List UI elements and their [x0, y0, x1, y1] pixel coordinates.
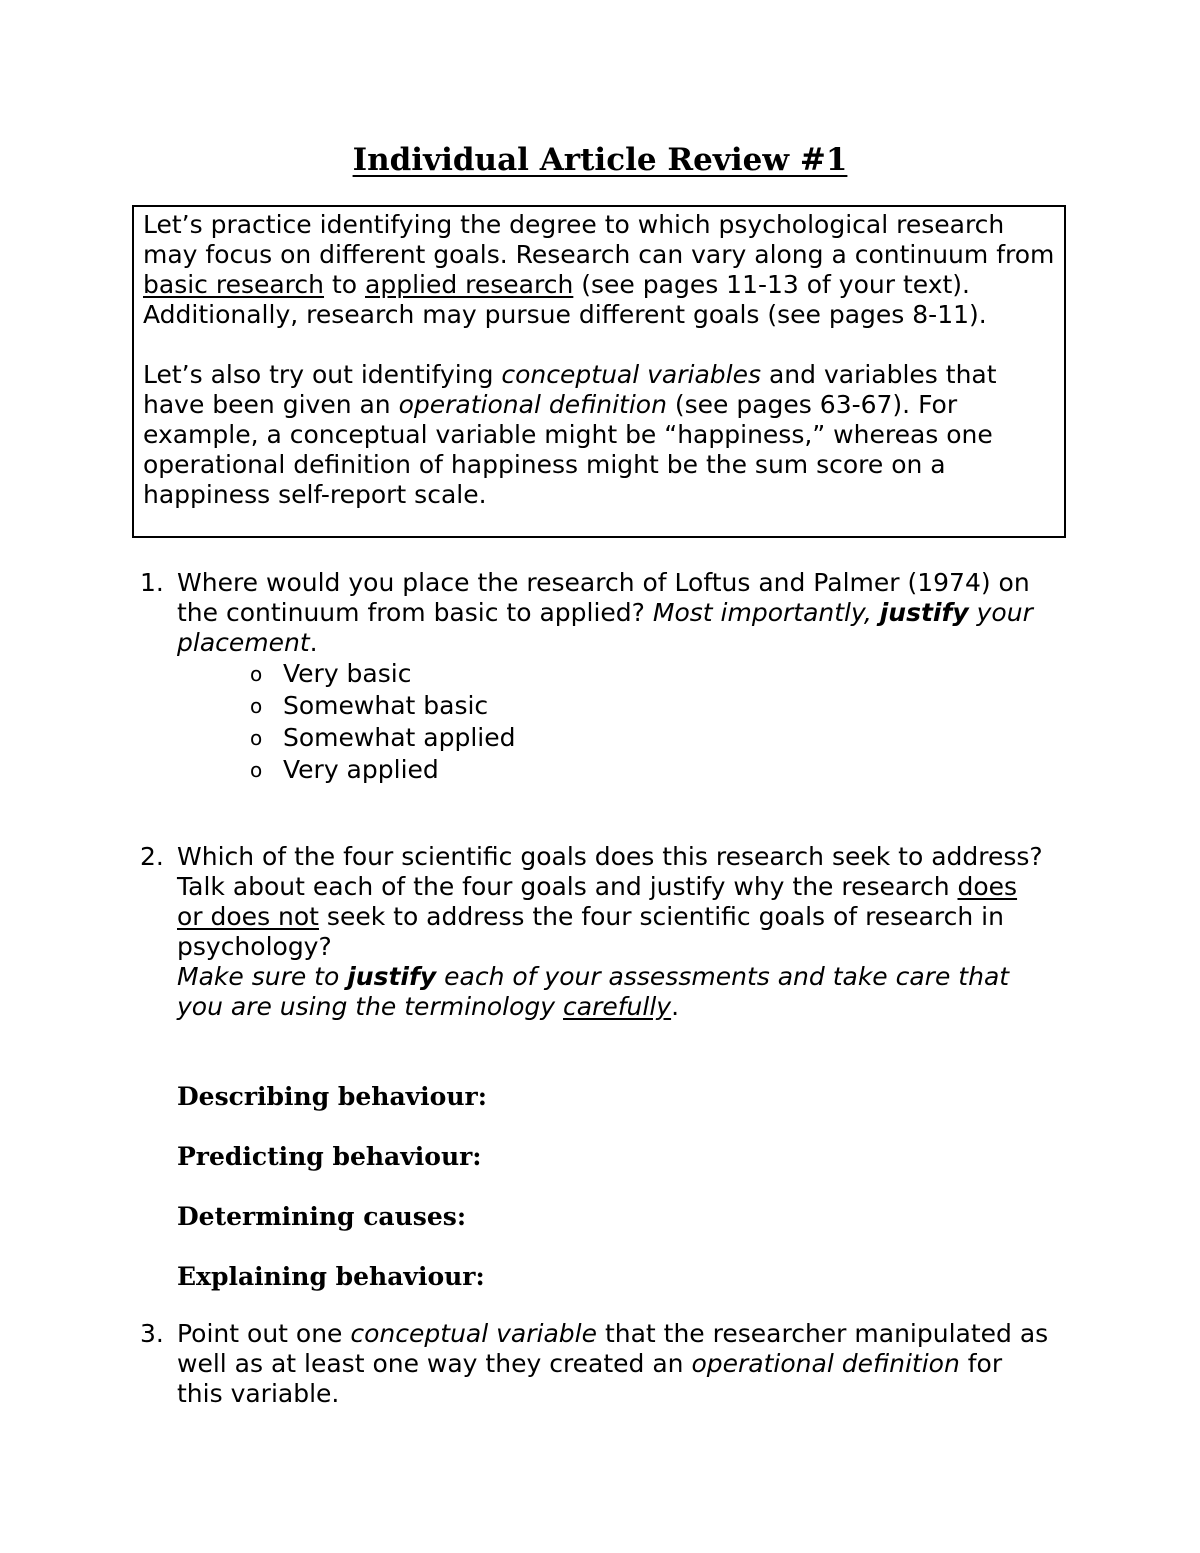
question-number: 1. — [140, 568, 164, 597]
question-1 — [140, 568, 1050, 786]
question-2-text — [177, 842, 1050, 962]
option-label: Very basic — [283, 659, 412, 688]
justify-emphasis: justify — [879, 598, 969, 627]
operational-definition-term: operational definition — [691, 1349, 960, 1378]
justify-emphasis: justify — [347, 962, 437, 991]
question-2 — [140, 842, 1050, 1292]
intro-text: (see pages 63-67). For example, a conceptual variable might be “happiness,” whereas one operational definition of happiness might be the sum score on a happiness self-report scale. — [143, 390, 993, 509]
radio-bullet-icon: o — [250, 662, 263, 686]
radio-bullet-icon: o — [250, 758, 263, 782]
question-text: Point out one — [177, 1319, 351, 1348]
question-2-instruction — [177, 962, 1050, 1022]
question-text: Which of the four scientific goals does this research seek to address? Talk about each of the four goals and justify why the research — [177, 842, 1043, 901]
goal-determining-label: Determining causes: — [177, 1202, 467, 1231]
intro-paragraph-2 — [143, 360, 1064, 510]
option-very-applied[interactable] — [177, 754, 1050, 786]
emphasis-text: each of your assessments and take care that you are using the terminology — [177, 962, 1010, 1021]
placement-options — [177, 658, 1050, 786]
conceptual-variables-term: conceptual variables — [501, 360, 762, 389]
question-number: 2. — [140, 842, 164, 871]
applied-research-term: applied research — [365, 270, 574, 299]
emphasis-text: Make sure to — [177, 962, 348, 991]
punctuation: . — [671, 992, 680, 1021]
conceptual-variable-term: conceptual variable — [350, 1319, 597, 1348]
option-label: Somewhat applied — [283, 723, 516, 752]
question-text: Where would you place the research of Loftus and Palmer (1974) on the continuum from basic to applied? — [177, 568, 1030, 627]
question-3-text — [177, 1319, 1050, 1409]
spacer — [177, 1022, 1050, 1052]
goal-describing-label: Describing behaviour: — [177, 1082, 487, 1111]
radio-bullet-icon: o — [250, 726, 263, 750]
document-title: Individual Article Review #1 — [352, 142, 848, 178]
punctuation: . — [309, 628, 318, 657]
option-somewhat-applied[interactable] — [177, 722, 1050, 754]
option-label: Somewhat basic — [283, 691, 489, 720]
basic-research-term: basic research — [143, 270, 325, 299]
goal-predicting-label: Predicting behaviour: — [177, 1142, 482, 1171]
instructions-box — [132, 205, 1066, 538]
intro-text: (see pages 11-13 of your text). Additionally, research may pursue different goals (see pages 8-11). — [143, 270, 987, 329]
intro-text: to — [324, 270, 366, 299]
question-3 — [140, 1319, 1050, 1409]
question-text: seek to address the four scientific goals of research in psychology? — [177, 902, 1004, 961]
question-number: 3. — [140, 1319, 164, 1348]
does-or-does-not-term: does or does not — [177, 872, 1018, 931]
intro-paragraph-1 — [143, 210, 1064, 330]
question-1-text — [177, 568, 1050, 658]
radio-bullet-icon: o — [250, 694, 263, 718]
carefully-emphasis: carefully — [563, 992, 672, 1021]
intro-text: Let’s practice identifying the degree to which psychological research may focus on different goals. Research can vary along a continuum from — [143, 210, 1055, 269]
intro-text: Let’s also try out identifying — [143, 360, 502, 389]
question-text: for this variable. — [177, 1349, 1003, 1408]
question-text: that the researcher manipulated as well as at least one way they created an — [177, 1319, 1049, 1378]
option-label: Very applied — [283, 755, 439, 784]
operational-definition-term: operational definition — [398, 390, 667, 419]
emphasis-text: your placement — [177, 598, 1033, 657]
option-very-basic[interactable] — [177, 658, 1050, 690]
emphasis-text: Most importantly, — [652, 598, 880, 627]
intro-text: and variables that have been given an — [143, 360, 997, 419]
goal-explaining-label: Explaining behaviour: — [177, 1262, 485, 1291]
option-somewhat-basic[interactable] — [177, 690, 1050, 722]
